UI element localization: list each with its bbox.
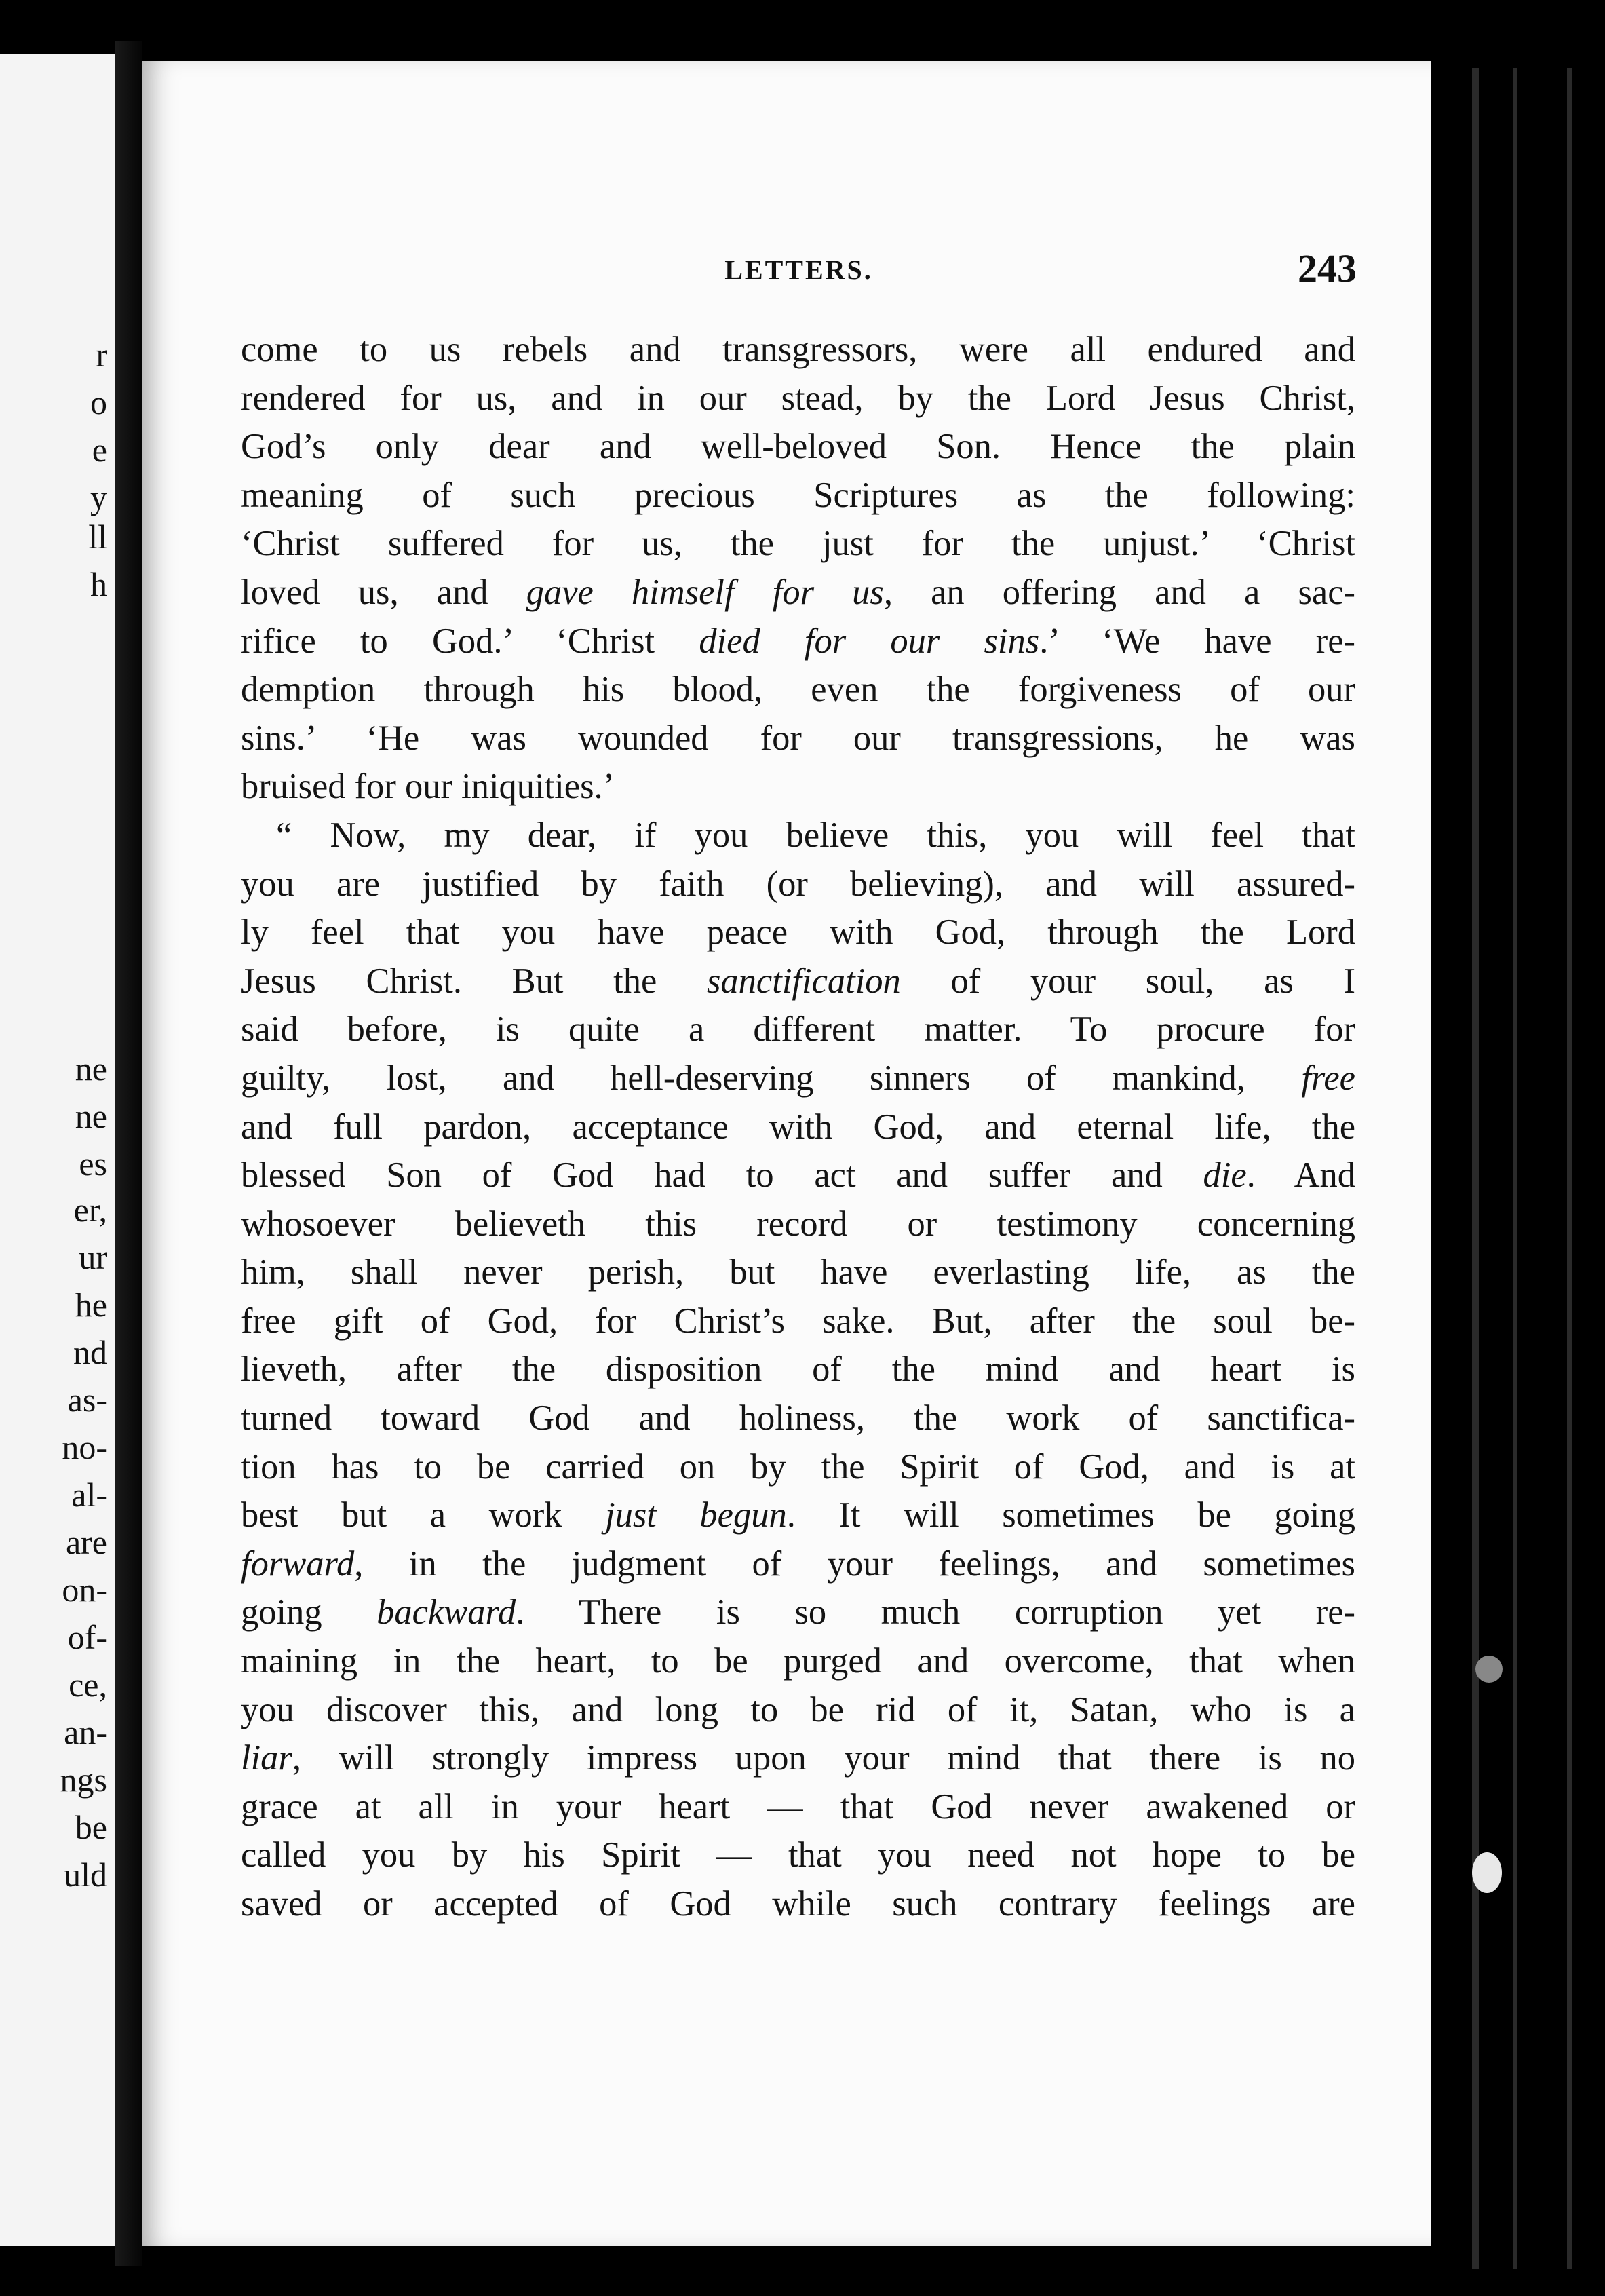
text-line	[241, 1151, 1355, 1200]
text-run: going	[241, 1592, 377, 1632]
text-line	[241, 1734, 1355, 1783]
text-run: . There is so much corruption yet re-	[516, 1592, 1355, 1632]
italic-run: just begun	[605, 1495, 787, 1535]
facing-page-fragment: an-	[64, 1713, 107, 1751]
facing-page-fragment: es	[79, 1145, 107, 1183]
facing-page-fragment: ce,	[69, 1666, 107, 1704]
facing-page-fragment: h	[90, 565, 107, 603]
text-run: Jesus Christ. But the	[241, 961, 707, 1001]
italic-run: backward	[376, 1592, 516, 1632]
running-title: LETTERS.	[724, 254, 873, 285]
paper-speck	[1475, 1656, 1503, 1683]
text-line: ly feel that you have peace with God, through the Lord	[241, 913, 1355, 953]
text-line: meaning of such precious Scriptures as the following:	[241, 475, 1355, 515]
text-line: free gift of God, for Christ’s sake. But, after the soul be-	[241, 1301, 1355, 1341]
text-run: of your soul, as I	[900, 961, 1355, 1001]
text-line: sins.’ ‘He was wounded for our transgressions, he was	[241, 718, 1355, 758]
text-line: him, shall never perish, but have everlasting life, as the	[241, 1252, 1355, 1293]
facing-page-fragment: on-	[62, 1571, 107, 1609]
text-line: you discover this, and long to be rid of it, Satan, who is a	[241, 1689, 1355, 1729]
text-line	[241, 1054, 1355, 1103]
text-run: guilty, lost, and hell-deserving sinners of mankind,	[241, 1058, 1302, 1098]
facing-page-fragment: er,	[73, 1191, 107, 1229]
text-line: and full pardon, acceptance with God, and eternal life, the	[241, 1107, 1355, 1147]
text-line	[241, 617, 1355, 666]
text-run: loved us, and	[241, 572, 526, 612]
text-line: lieveth, after the disposition of the mind and heart is	[241, 1350, 1355, 1390]
italic-run: sanctification	[707, 961, 901, 1001]
text-line	[241, 1491, 1355, 1540]
facing-page-fragment: r	[96, 336, 107, 374]
text-line: bruised for our iniquities.’	[241, 767, 615, 807]
text-line: called you by his Spirit — that you need not hope to be	[241, 1835, 1355, 1875]
italic-run: free	[1301, 1058, 1355, 1098]
text-line: whosoever believeth this record or testimony concerning	[241, 1204, 1355, 1244]
running-head	[241, 246, 1357, 293]
text-line: ‘Christ suffered for us, the just for the unjust.’ ‘Christ	[241, 524, 1355, 564]
text-run: blessed Son of God had to act and suffer and	[241, 1155, 1203, 1195]
text-run: , in the judgment of your feelings, and sometimes	[354, 1544, 1355, 1584]
text-run: , an offering and a sac-	[883, 572, 1355, 612]
page-edge-stripe	[1513, 68, 1517, 2269]
facing-page-fragment: no-	[62, 1428, 107, 1466]
page-edge-stripe	[1567, 68, 1572, 2269]
facing-page-fragment: he	[75, 1286, 107, 1324]
text-run: best but a work	[241, 1495, 606, 1535]
facing-page-fragment: be	[75, 1808, 107, 1846]
text-line: saved or accepted of God while such contrary feelings are	[241, 1884, 1355, 1924]
italic-run: gave himself for us	[526, 572, 884, 612]
body-text	[241, 326, 1355, 1929]
book-page	[142, 61, 1431, 2246]
text-line: said before, is quite a different matter. To procure for	[241, 1010, 1355, 1050]
facing-page-fragment: ll	[88, 518, 107, 556]
facing-page-fragment: are	[65, 1523, 107, 1561]
paper-speck	[1472, 1852, 1502, 1893]
facing-page-fragment: o	[90, 383, 107, 421]
italic-run: die	[1203, 1155, 1247, 1195]
facing-page-fragment: of-	[67, 1618, 107, 1656]
italic-run: forward	[241, 1544, 355, 1584]
facing-page-fragment: nd	[73, 1333, 107, 1371]
text-line	[241, 569, 1355, 617]
facing-page-fragment: e	[92, 431, 107, 469]
text-line: you are justified by faith (or believing), and will assured-	[241, 864, 1355, 904]
page-edge-stripe	[1472, 68, 1479, 2269]
text-line: maining in the heart, to be purged and overcome, that when	[241, 1641, 1355, 1681]
text-line: come to us rebels and transgressors, were all endured and	[241, 330, 1355, 369]
text-run: rifice to God.’ ‘Christ	[241, 621, 699, 661]
text-run: .’ ‘We have re-	[1039, 621, 1355, 661]
italic-run: liar	[241, 1738, 292, 1778]
text-line	[241, 1588, 1355, 1637]
facing-page-fragment: uld	[64, 1856, 107, 1894]
facing-page-fragment: y	[90, 478, 107, 516]
book-gutter	[115, 41, 142, 2266]
binding-edge	[1431, 27, 1605, 2296]
page-number: 243	[1298, 246, 1357, 290]
text-line: grace at all in your heart — that God never awakened or	[241, 1786, 1355, 1826]
text-line: God’s only dear and well-beloved Son. Hence the plain	[241, 427, 1355, 467]
facing-page-fragment: al-	[71, 1476, 107, 1514]
text-run: , will strongly impress upon your mind that there is no	[292, 1738, 1355, 1778]
text-line	[241, 957, 1355, 1006]
text-run: . It will sometimes be going	[786, 1495, 1355, 1535]
text-line: rendered for us, and in our stead, by the Lord Jesus Christ,	[241, 378, 1355, 418]
text-line	[241, 1540, 1355, 1589]
facing-page-fragment: ngs	[60, 1761, 107, 1799]
text-line: tion has to be carried on by the Spirit of God, and is at	[241, 1447, 1355, 1487]
text-line: turned toward God and holiness, the work of sanctifica-	[241, 1398, 1355, 1438]
facing-page-fragment: ur	[79, 1238, 107, 1276]
facing-page-fragment: ne	[75, 1097, 107, 1135]
italic-run: died for our sins	[699, 621, 1040, 661]
text-line: “ Now, my dear, if you believe this, you will feel that	[276, 815, 1355, 855]
text-run: . And	[1246, 1155, 1355, 1195]
facing-page-fragment: as-	[67, 1381, 107, 1419]
facing-page-fragment: ne	[75, 1050, 107, 1088]
facing-page-edge	[0, 54, 115, 2246]
text-line: demption through his blood, even the forgiveness of our	[241, 670, 1355, 710]
